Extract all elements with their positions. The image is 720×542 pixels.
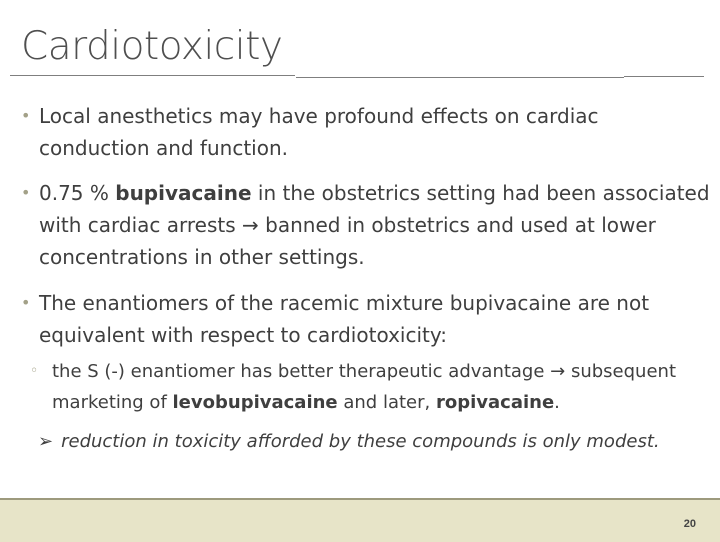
sub-bullet-text-part: and later, bbox=[337, 392, 436, 413]
bullet-text: The enantiomers of the racemic mixture bupivacaine are not equivalent with respect to cardiotoxicity: bbox=[39, 291, 650, 347]
sub-bullet-text-part: the S (-) enantiomer has better therapeutic advantage bbox=[52, 361, 551, 382]
bullet-2 bbox=[21, 177, 711, 273]
bullet-3 bbox=[21, 287, 711, 351]
drug-name-bold: levobupivacaine bbox=[172, 392, 338, 413]
sub-bullet bbox=[30, 356, 710, 418]
bullet-marker: • bbox=[21, 293, 31, 312]
slide-title: Cardiotoxicity bbox=[21, 24, 283, 69]
title-underline bbox=[624, 76, 704, 77]
sub-bullet-text bbox=[52, 356, 710, 418]
sub-bullet-text-part: subsequent marketing of bbox=[52, 361, 677, 413]
title-underline bbox=[10, 75, 295, 76]
drug-name-bold: bupivacaine bbox=[115, 181, 252, 205]
bullet-text bbox=[39, 177, 711, 273]
sub-sub-bullet bbox=[38, 426, 718, 457]
footer-bar bbox=[0, 498, 720, 542]
bullet-1 bbox=[21, 100, 711, 164]
sub-bullet-text-part: . bbox=[554, 392, 560, 413]
sub-sub-bullet-text: reduction in toxicity afforded by these compounds is only modest. bbox=[61, 431, 660, 452]
bullet-text: Local anesthetics may have profound effects on cardiac conduction and function. bbox=[39, 104, 599, 160]
arrowhead-bullet-icon: ➢ bbox=[38, 431, 54, 452]
bullet-marker: • bbox=[21, 106, 31, 125]
bullet-text-part: in the obstetrics setting had been associated with cardiac arrests bbox=[39, 181, 710, 237]
right-arrow-icon: → bbox=[242, 213, 259, 237]
drug-name-bold: ropivacaine bbox=[435, 392, 555, 413]
bullet-marker: • bbox=[21, 183, 31, 202]
bullet-text-part: 0.75 % bbox=[39, 181, 116, 205]
sub-bullet-marker: ◦ bbox=[30, 363, 39, 379]
title-underline bbox=[296, 77, 624, 78]
page-number: 20 bbox=[683, 518, 696, 530]
bullet-text-part: banned in obstetrics and used at lower concentrations in other settings. bbox=[39, 213, 656, 269]
right-arrow-icon: → bbox=[550, 361, 566, 382]
